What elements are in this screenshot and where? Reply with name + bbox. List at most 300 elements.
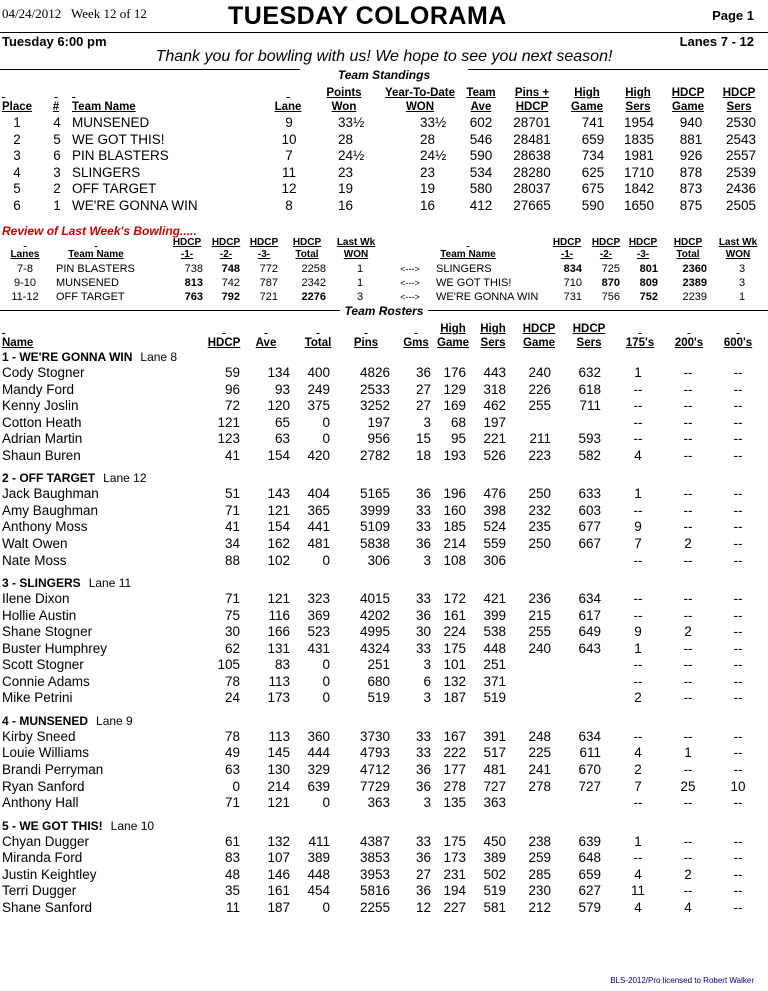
review-left-g1: 738 bbox=[184, 263, 203, 275]
player-hdcp-sers: 603 bbox=[578, 502, 601, 518]
review-left-g2: 742 bbox=[221, 277, 240, 289]
standing-points-won: 24½ bbox=[338, 148, 365, 164]
review-left-total: 2258 bbox=[301, 263, 326, 275]
player-high-sers: 517 bbox=[483, 745, 506, 761]
player-175s: -- bbox=[633, 414, 643, 430]
player-high-sers: 197 bbox=[483, 414, 506, 430]
player-high-game: 194 bbox=[443, 883, 466, 899]
player-games: 36 bbox=[415, 486, 431, 502]
player-200s: -- bbox=[683, 640, 693, 656]
player-hdcp-sers: 659 bbox=[578, 866, 601, 882]
standing-team-ave: 546 bbox=[469, 131, 493, 147]
player-175s: -- bbox=[633, 673, 643, 689]
review-right-g1: 834 bbox=[563, 263, 582, 275]
player-hdcp: 48 bbox=[224, 866, 240, 882]
standing-pins-hdcp: 28638 bbox=[513, 148, 551, 164]
review-left-team: PIN BLASTERS bbox=[56, 263, 135, 275]
review-left-team: OFF TARGET bbox=[56, 291, 125, 303]
review-left-won: 1 bbox=[356, 277, 364, 289]
report-date: 04/24/2012 bbox=[2, 6, 62, 21]
player-name: Adrian Martin bbox=[2, 431, 83, 447]
player-name: Mike Petrini bbox=[2, 690, 73, 706]
player-600s: -- bbox=[733, 673, 743, 689]
player-high-game: 169 bbox=[443, 398, 466, 414]
col-high-game-header: High Game bbox=[571, 87, 603, 113]
player-ave: 154 bbox=[267, 447, 290, 463]
roster-ave-header: Ave bbox=[255, 337, 277, 349]
player-total: 0 bbox=[322, 431, 330, 447]
review-title: Review of Last Week's Bowling..... bbox=[2, 224, 197, 238]
player-hdcp-sers: 611 bbox=[579, 745, 601, 761]
review-right-team: SLINGERS bbox=[436, 263, 492, 275]
player-ave: 130 bbox=[267, 762, 290, 777]
player-hdcp-sers: 667 bbox=[578, 535, 601, 551]
header-rule bbox=[0, 32, 768, 33]
player-pins: 2782 bbox=[359, 447, 390, 463]
player-200s: -- bbox=[683, 431, 693, 447]
player-high-game: 101 bbox=[443, 657, 466, 673]
player-ave: 121 bbox=[267, 502, 290, 518]
player-175s: 9 bbox=[634, 519, 642, 535]
team-standings-title: Team Standings bbox=[337, 68, 431, 82]
player-name: Hollie Austin bbox=[2, 607, 77, 623]
player-175s: 4 bbox=[634, 899, 642, 915]
player-600s: 10 bbox=[730, 778, 746, 794]
player-high-game: 196 bbox=[443, 486, 466, 502]
player-name: Nate Moss bbox=[2, 552, 67, 568]
review-vs-arrow: <---> bbox=[400, 278, 420, 288]
player-ave: 154 bbox=[267, 519, 290, 535]
standing-ytd-won: 16 bbox=[420, 198, 436, 213]
player-175s: 11 bbox=[630, 883, 646, 899]
player-total: 360 bbox=[307, 728, 330, 744]
player-ave: 116 bbox=[268, 607, 290, 623]
player-pins: 2255 bbox=[359, 899, 390, 915]
player-600s: -- bbox=[733, 591, 743, 607]
player-175s: 4 bbox=[634, 745, 642, 761]
standing-team-name: OFF TARGET bbox=[72, 181, 157, 197]
roster-200s-header: 200's bbox=[674, 337, 704, 349]
player-ave: 187 bbox=[267, 899, 290, 915]
player-600s: -- bbox=[733, 414, 743, 430]
player-pins: 519 bbox=[367, 690, 390, 706]
player-high-sers: 391 bbox=[483, 728, 506, 744]
player-hdcp: 71 bbox=[224, 502, 240, 518]
player-games: 36 bbox=[415, 762, 431, 777]
player-600s: -- bbox=[733, 690, 743, 706]
review-left-g2: 792 bbox=[221, 291, 240, 303]
player-total: 444 bbox=[307, 745, 330, 761]
standing-place: 4 bbox=[13, 164, 21, 180]
player-200s: -- bbox=[683, 381, 693, 397]
player-hdcp-game: 226 bbox=[528, 381, 551, 397]
roster-name-header: Name bbox=[2, 337, 34, 349]
player-hdcp-sers: 711 bbox=[579, 398, 601, 414]
standing-hdcp-sers: 2539 bbox=[725, 164, 757, 180]
standings-rule-right bbox=[468, 69, 768, 70]
player-hdcp: 71 bbox=[224, 795, 240, 811]
player-high-sers: 363 bbox=[483, 795, 506, 811]
player-hdcp-sers: 617 bbox=[578, 607, 601, 623]
player-high-game: 187 bbox=[443, 690, 466, 706]
player-high-game: 177 bbox=[443, 762, 466, 777]
player-hdcp-sers: 618 bbox=[578, 381, 601, 397]
review-right-g3: 809 bbox=[639, 277, 658, 289]
standing-lane: 10 bbox=[281, 131, 297, 147]
review-right-total: 2389 bbox=[682, 277, 707, 289]
player-name: Miranda Ford bbox=[2, 850, 83, 866]
review-left-g1: 763 bbox=[184, 291, 203, 303]
review-right-total: 2239 bbox=[682, 291, 707, 303]
player-hdcp: 51 bbox=[224, 486, 240, 502]
standing-hdcp-game: 881 bbox=[679, 131, 703, 147]
player-name: Justin Keightley bbox=[2, 866, 97, 882]
player-175s: -- bbox=[633, 591, 643, 607]
review-right-g3-header: HDCP -3- bbox=[628, 237, 658, 260]
review-right-g1: 731 bbox=[563, 291, 582, 303]
player-high-game: 173 bbox=[443, 850, 466, 866]
player-hdcp: 41 bbox=[224, 447, 240, 463]
player-name: Anthony Moss bbox=[2, 519, 88, 535]
review-lanes-header: Lanes bbox=[10, 249, 40, 260]
standing-hdcp-game: 878 bbox=[679, 164, 703, 180]
standing-hdcp-sers: 2436 bbox=[725, 181, 757, 197]
player-high-game: 172 bbox=[443, 591, 466, 607]
player-pins: 5165 bbox=[359, 486, 390, 502]
player-hdcp: 88 bbox=[224, 552, 240, 568]
player-games: 3 bbox=[423, 690, 431, 706]
review-left-total: 2276 bbox=[301, 291, 326, 303]
player-175s: 7 bbox=[634, 778, 642, 794]
standing-high-sers: 1981 bbox=[623, 148, 655, 164]
standing-place: 6 bbox=[13, 198, 21, 213]
standing-team-ave: 590 bbox=[469, 148, 493, 164]
player-games: 33 bbox=[415, 519, 431, 535]
player-hdcp-sers: 633 bbox=[578, 486, 601, 502]
player-hdcp-game: 255 bbox=[528, 624, 551, 640]
col-pins-hdcp-header: Pins + HDCP bbox=[514, 87, 550, 113]
player-name: Mandy Ford bbox=[2, 381, 75, 397]
player-175s: -- bbox=[633, 850, 643, 866]
player-hdcp-sers: 648 bbox=[578, 850, 601, 866]
player-hdcp: 34 bbox=[224, 535, 240, 551]
player-hdcp-sers: 649 bbox=[578, 624, 601, 640]
player-games: 3 bbox=[423, 795, 431, 811]
player-hdcp-game: 238 bbox=[528, 833, 551, 849]
player-total: 639 bbox=[307, 778, 330, 794]
player-high-sers: 524 bbox=[483, 519, 506, 535]
player-pins: 4387 bbox=[359, 833, 390, 849]
player-hdcp-sers: 634 bbox=[578, 591, 601, 607]
player-high-game: 231 bbox=[443, 866, 466, 882]
player-name: Chyan Dugger bbox=[2, 833, 90, 849]
player-total: 411 bbox=[308, 833, 330, 849]
player-hdcp-game: 235 bbox=[528, 519, 551, 535]
roster-175s-header: 175's bbox=[625, 337, 655, 349]
player-high-sers: 502 bbox=[483, 866, 506, 882]
player-hdcp-game: 285 bbox=[528, 866, 551, 882]
review-right-team: WE'RE GONNA WIN bbox=[436, 291, 539, 303]
player-ave: 173 bbox=[267, 690, 290, 706]
player-games: 36 bbox=[415, 535, 431, 551]
standing-high-sers: 1835 bbox=[623, 131, 655, 147]
player-games: 36 bbox=[415, 850, 431, 866]
review-right-g1-header: HDCP -1- bbox=[552, 237, 582, 260]
player-ave: 214 bbox=[267, 778, 290, 794]
player-high-game: 68 bbox=[450, 414, 466, 430]
col-team-name-header: Team Name bbox=[72, 101, 136, 113]
review-vs-arrow: <---> bbox=[400, 292, 420, 302]
player-175s: 4 bbox=[634, 447, 642, 463]
review-left-total-header: HDCP Total bbox=[292, 237, 322, 260]
standing-hdcp-sers: 2543 bbox=[725, 131, 757, 147]
roster-high-sers-header: High Sers bbox=[480, 323, 506, 349]
player-total: 249 bbox=[307, 381, 330, 397]
roster-games-header: Gms bbox=[403, 337, 429, 349]
standing-hdcp-game: 940 bbox=[679, 115, 703, 130]
player-hdcp: 105 bbox=[217, 657, 240, 673]
standing-ytd-won: 23 bbox=[420, 164, 436, 180]
player-hdcp: 49 bbox=[224, 745, 240, 761]
player-high-sers: 306 bbox=[483, 552, 506, 568]
player-high-sers: 519 bbox=[483, 690, 506, 706]
player-200s: -- bbox=[683, 607, 693, 623]
player-total: 0 bbox=[322, 673, 330, 689]
player-hdcp-sers: 727 bbox=[578, 778, 601, 794]
standing-points-won: 16 bbox=[338, 198, 354, 213]
standing-high-sers: 1650 bbox=[623, 198, 655, 213]
player-ave: 132 bbox=[267, 833, 290, 849]
player-total: 448 bbox=[307, 866, 330, 882]
player-hdcp-game: 259 bbox=[528, 850, 551, 866]
player-pins: 3252 bbox=[359, 398, 390, 414]
player-ave: 93 bbox=[274, 381, 290, 397]
player-high-sers: 421 bbox=[483, 591, 506, 607]
player-600s: -- bbox=[733, 552, 743, 568]
roster-team-header bbox=[2, 471, 147, 485]
player-hdcp: 123 bbox=[217, 431, 240, 447]
player-high-sers: 581 bbox=[483, 899, 506, 915]
player-total: 0 bbox=[322, 899, 330, 915]
roster-team-lane: Lane 9 bbox=[96, 713, 133, 728]
standing-high-sers: 1954 bbox=[623, 115, 655, 130]
review-right-total-header: HDCP Total bbox=[673, 237, 703, 260]
player-high-game: 224 bbox=[443, 624, 466, 640]
player-high-game: 176 bbox=[443, 365, 466, 380]
standing-high-sers: 1710 bbox=[623, 164, 655, 180]
col-number-header: # bbox=[52, 101, 60, 113]
player-pins: 4793 bbox=[359, 745, 390, 761]
player-games: 33 bbox=[415, 640, 431, 656]
player-pins: 4324 bbox=[359, 640, 390, 656]
standing-team-name: WE'RE GONNA WIN bbox=[72, 198, 198, 213]
standing-team-number: 6 bbox=[53, 148, 61, 164]
player-600s: -- bbox=[733, 833, 743, 849]
player-high-sers: 251 bbox=[483, 657, 506, 673]
player-600s: -- bbox=[733, 899, 743, 915]
player-hdcp-game: 212 bbox=[528, 899, 551, 915]
lanes-range: Lanes 7 - 12 bbox=[679, 34, 754, 49]
player-600s: -- bbox=[733, 535, 743, 551]
player-total: 481 bbox=[307, 535, 330, 551]
col-lane-header: Lane bbox=[274, 101, 302, 113]
review-right-won-header: Last Wk WON bbox=[718, 237, 758, 260]
player-pins: 956 bbox=[367, 431, 390, 447]
player-hdcp-game: 232 bbox=[528, 502, 551, 518]
player-175s: -- bbox=[633, 381, 643, 397]
review-right-g3: 752 bbox=[639, 291, 658, 303]
review-team-right-header: Team Name bbox=[440, 249, 496, 260]
standing-points-won: 23 bbox=[338, 164, 354, 180]
player-hdcp-sers: 582 bbox=[578, 447, 601, 463]
player-pins: 3953 bbox=[359, 866, 390, 882]
player-175s: 2 bbox=[634, 690, 642, 706]
player-200s: 2 bbox=[684, 866, 692, 882]
review-right-g2: 870 bbox=[601, 277, 620, 289]
player-total: 0 bbox=[322, 657, 330, 673]
roster-team-header bbox=[2, 576, 131, 590]
team-rosters-title: Team Rosters bbox=[344, 304, 424, 318]
col-hdcp-sers-header: HDCP Sers bbox=[722, 87, 756, 113]
player-175s: 1 bbox=[634, 833, 642, 849]
review-left-g3: 721 bbox=[259, 291, 278, 303]
player-pins: 5816 bbox=[359, 883, 390, 899]
player-high-game: 167 bbox=[443, 728, 466, 744]
standing-high-game: 675 bbox=[581, 181, 605, 197]
standing-team-ave: 580 bbox=[469, 181, 493, 197]
player-games: 33 bbox=[415, 591, 431, 607]
player-600s: -- bbox=[733, 447, 743, 463]
review-left-total: 2342 bbox=[301, 277, 326, 289]
player-name: Connie Adams bbox=[2, 673, 90, 689]
player-games: 12 bbox=[415, 899, 431, 915]
player-total: 0 bbox=[322, 414, 330, 430]
review-left-g2: 748 bbox=[221, 263, 240, 275]
player-games: 27 bbox=[415, 381, 431, 397]
review-vs-arrow: <---> bbox=[400, 264, 420, 274]
review-left-g3: 787 bbox=[259, 277, 278, 289]
standing-team-number: 5 bbox=[53, 131, 61, 147]
player-name: Ilene Dixon bbox=[2, 591, 70, 607]
player-hdcp-game: 240 bbox=[528, 640, 551, 656]
player-name: Cody Stogner bbox=[2, 365, 85, 380]
review-right-won: 1 bbox=[738, 291, 746, 303]
standing-team-number: 2 bbox=[53, 181, 61, 197]
player-200s: -- bbox=[683, 762, 693, 777]
standing-ytd-won: 24½ bbox=[420, 148, 447, 164]
standing-team-ave: 534 bbox=[469, 164, 493, 180]
player-total: 0 bbox=[322, 690, 330, 706]
player-175s: 7 bbox=[634, 535, 642, 551]
player-hdcp-game: 240 bbox=[528, 365, 551, 380]
report-date-week bbox=[2, 6, 147, 22]
player-hdcp-sers: 639 bbox=[578, 833, 601, 849]
player-ave: 107 bbox=[267, 850, 290, 866]
standing-team-ave: 412 bbox=[469, 198, 493, 213]
player-600s: -- bbox=[733, 381, 743, 397]
player-175s: 4 bbox=[634, 866, 642, 882]
player-600s: -- bbox=[733, 657, 743, 673]
player-high-game: 95 bbox=[450, 431, 466, 447]
player-games: 3 bbox=[423, 414, 431, 430]
player-high-game: 278 bbox=[443, 778, 466, 794]
standing-ytd-won: 19 bbox=[420, 181, 436, 197]
player-hdcp: 24 bbox=[224, 690, 240, 706]
player-name: Shane Stogner bbox=[2, 624, 93, 640]
review-right-g3: 801 bbox=[639, 263, 658, 275]
player-hdcp-sers: 593 bbox=[578, 431, 601, 447]
player-name: Amy Baughman bbox=[2, 502, 99, 518]
roster-hdcp-game-header: HDCP Game bbox=[522, 323, 556, 349]
player-name: Walt Owen bbox=[2, 535, 68, 551]
player-600s: -- bbox=[733, 850, 743, 866]
player-pins: 4826 bbox=[359, 365, 390, 380]
player-high-game: 193 bbox=[443, 447, 466, 463]
player-200s: -- bbox=[683, 795, 693, 811]
player-pins: 3853 bbox=[359, 850, 390, 866]
review-left-won-header: Last Wk WON bbox=[336, 237, 376, 260]
week-label: Week 12 of 12 bbox=[70, 6, 147, 21]
player-hdcp: 83 bbox=[224, 850, 240, 866]
col-points-won-header: Points Won bbox=[326, 87, 362, 113]
standing-hdcp-game: 875 bbox=[679, 198, 703, 213]
standing-hdcp-game: 873 bbox=[679, 181, 703, 197]
player-hdcp-sers: 670 bbox=[578, 762, 601, 777]
player-pins: 5838 bbox=[359, 535, 390, 551]
player-600s: -- bbox=[733, 795, 743, 811]
player-hdcp: 30 bbox=[224, 624, 240, 640]
player-high-game: 132 bbox=[443, 673, 466, 689]
player-ave: 166 bbox=[267, 624, 290, 640]
player-high-sers: 526 bbox=[483, 447, 506, 463]
player-high-sers: 443 bbox=[483, 365, 506, 380]
roster-team-lane: Lane 10 bbox=[110, 818, 155, 833]
player-hdcp-sers: 643 bbox=[578, 640, 601, 656]
player-pins: 4202 bbox=[359, 607, 390, 623]
player-hdcp-game: 223 bbox=[528, 447, 551, 463]
player-name: Kenny Joslin bbox=[2, 398, 79, 414]
standing-pins-hdcp: 28037 bbox=[513, 181, 551, 197]
roster-600s-header: 600's bbox=[723, 337, 753, 349]
review-lanes: 9-10 bbox=[13, 277, 37, 289]
player-name: Cotton Heath bbox=[2, 414, 82, 430]
player-pins: 680 bbox=[367, 673, 390, 689]
player-200s: -- bbox=[683, 591, 693, 607]
player-hdcp: 35 bbox=[224, 883, 240, 899]
player-high-sers: 538 bbox=[483, 624, 506, 640]
player-600s: -- bbox=[733, 762, 743, 777]
player-hdcp-sers: 579 bbox=[578, 899, 601, 915]
standing-high-game: 590 bbox=[581, 198, 605, 213]
col-team-ave-header: Team Ave bbox=[466, 87, 496, 113]
player-total: 441 bbox=[307, 519, 330, 535]
standing-lane: 11 bbox=[281, 164, 297, 180]
col-place-header: Place bbox=[2, 101, 33, 113]
player-hdcp-sers: 677 bbox=[578, 519, 601, 535]
player-pins: 4712 bbox=[359, 762, 390, 777]
standing-high-game: 659 bbox=[581, 131, 605, 147]
player-200s: 2 bbox=[684, 624, 692, 640]
player-high-sers: 519 bbox=[483, 883, 506, 899]
standing-hdcp-sers: 2530 bbox=[725, 115, 757, 130]
player-name: Shaun Buren bbox=[2, 447, 81, 463]
player-175s: 2 bbox=[634, 762, 642, 777]
player-total: 323 bbox=[307, 591, 330, 607]
player-pins: 306 bbox=[367, 552, 390, 568]
player-200s: -- bbox=[683, 519, 693, 535]
player-high-game: 135 bbox=[443, 795, 466, 811]
player-ave: 102 bbox=[267, 552, 290, 568]
